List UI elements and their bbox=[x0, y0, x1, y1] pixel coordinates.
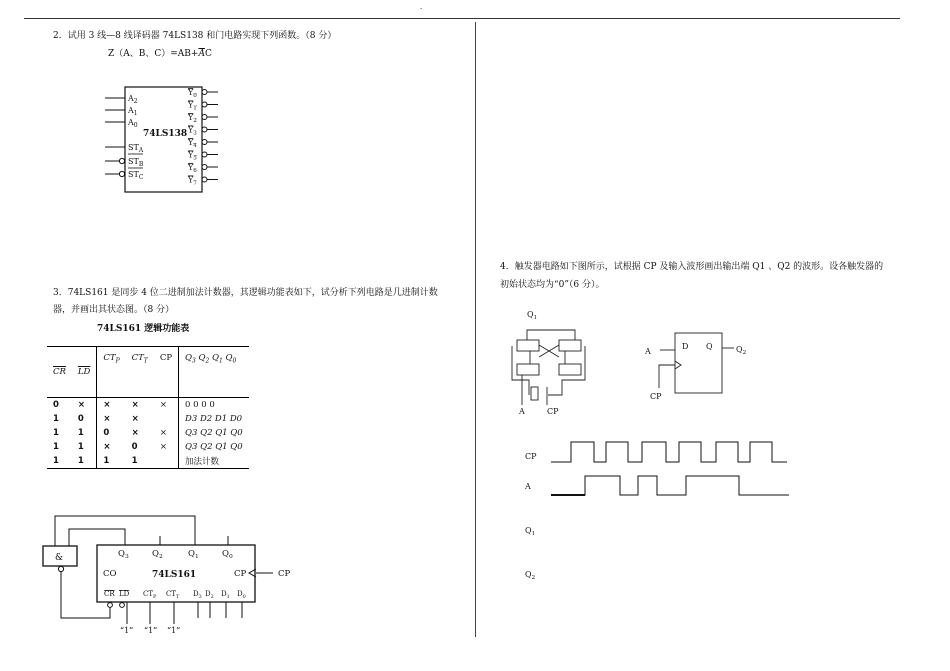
pin-a1: $A_1$ bbox=[128, 106, 138, 117]
dff-q-label: Q bbox=[706, 342, 713, 351]
counter-pin-cr: CR bbox=[104, 590, 115, 598]
table-cell: Q3 Q2 Q1 Q0 bbox=[179, 426, 249, 440]
decoder-output-y6: $Y_6$ bbox=[188, 163, 197, 174]
question-3-line1: 3．74LS161 是同步 4 位二进制加法计数器，其逻辑功能表如下，试分析下列电路是几进制计数 bbox=[53, 288, 438, 298]
question-4-line1: 4．触发器电路如下图所示，试根据 CP 及输入波形画出输出端 Q1 、Q2 的波形。设各触发器的 bbox=[500, 262, 884, 272]
counter-output-q3: $Q_3$ bbox=[118, 549, 129, 560]
table-cell: × bbox=[159, 442, 167, 452]
formula-prefix: Z（A、B、C）=AB+ bbox=[108, 49, 199, 59]
header-ctp: $CT_P$ bbox=[97, 347, 126, 398]
counter-pin-ctp: $CT_P$ bbox=[143, 590, 157, 600]
table-cell: 0 bbox=[77, 414, 84, 424]
table-cell: 加法计数 bbox=[179, 454, 249, 469]
and-gate-label: & bbox=[55, 553, 64, 563]
table-cell: 1 bbox=[97, 454, 126, 469]
decoder-output-y2: $Y_2$ bbox=[188, 113, 197, 124]
question-3-line2: 器，并画出其状态图。（8 分） bbox=[53, 305, 175, 315]
pin-sta: $ST_A$ bbox=[128, 143, 144, 154]
pin-stb: $ST_B$ bbox=[128, 157, 144, 168]
table-cell: × bbox=[159, 400, 167, 410]
table-cell: 0 bbox=[131, 442, 138, 452]
counter-pin-d3: $D_3$ bbox=[193, 590, 202, 600]
wave-label-cp: CP bbox=[525, 452, 537, 461]
wave-label-a: A bbox=[525, 482, 531, 491]
pin-a0: $A_0$ bbox=[128, 118, 138, 129]
dff-q2-label: $Q_2$ bbox=[736, 345, 747, 356]
decoder-output-y3: $Y_3$ bbox=[188, 125, 197, 137]
constant-input: “1” bbox=[144, 626, 158, 635]
counter-output-q2: $Q_2$ bbox=[152, 549, 163, 560]
dff-a-label: A bbox=[645, 347, 651, 356]
table-cell: × bbox=[131, 428, 139, 438]
constant-input: “1” bbox=[120, 626, 134, 635]
counter-output-q1: $Q_1$ bbox=[188, 549, 199, 560]
counter-pin-d0: $D_0$ bbox=[237, 590, 246, 600]
table-cell: × bbox=[97, 440, 126, 454]
header-ld: $\overline{LD}$ bbox=[77, 367, 91, 377]
decoder-chip-name: 74LS138 bbox=[143, 129, 188, 139]
constant-input: “1” bbox=[167, 626, 181, 635]
table-cell: × bbox=[131, 414, 139, 424]
co-label: CO bbox=[103, 569, 117, 579]
question-4-line2: 初始状态均为“0”（6 分）。 bbox=[500, 280, 605, 290]
table-cell: × bbox=[131, 400, 139, 410]
table-cell: 0 0 0 0 bbox=[179, 398, 249, 413]
decoder-output-y0: $Y_0$ bbox=[188, 88, 197, 99]
table-cell: × bbox=[77, 400, 86, 410]
decoder-output-y1: $Y_1$ bbox=[188, 100, 197, 112]
cp-waveform bbox=[551, 442, 787, 462]
table-cell: 0 bbox=[53, 400, 59, 410]
counter-cp-label: CP bbox=[234, 569, 247, 579]
counter-pin-d2: $D_2$ bbox=[205, 590, 214, 600]
table-cell: 1 bbox=[53, 442, 59, 452]
header-cr: $\overline{CR}$ bbox=[53, 367, 66, 377]
table-cell: 0 bbox=[97, 426, 126, 440]
table-cell: × bbox=[159, 428, 167, 438]
formula-bar-term: $\overline{A}$ bbox=[198, 49, 205, 59]
wave-label-q1: $Q_1$ bbox=[525, 526, 536, 537]
decoder-output-y5: $Y_5$ bbox=[188, 150, 197, 162]
page-dot: . bbox=[420, 3, 423, 11]
table-cell: 1 bbox=[131, 456, 138, 466]
pin-a2: $A_2$ bbox=[128, 94, 138, 105]
table-cell: 1 bbox=[77, 456, 84, 466]
latch-q-text: $Q_1$ bbox=[527, 310, 538, 321]
table-cell: × bbox=[97, 398, 126, 413]
header-q: $Q_3$ $Q_2$ $Q_1$ $Q_0$ bbox=[179, 347, 249, 398]
counter-chip-name: 74LS161 bbox=[152, 570, 197, 580]
pin-stc: $ST_C$ bbox=[128, 170, 144, 181]
table-cell: 1 bbox=[53, 456, 59, 466]
table-cell: 1 bbox=[53, 428, 59, 438]
wave-label-q2: $Q_2$ bbox=[525, 570, 536, 581]
table-title: 74LS161 逻辑功能表 bbox=[97, 324, 190, 334]
counter-cp-external: CP bbox=[278, 569, 291, 579]
counter-output-q0: $Q_0$ bbox=[222, 549, 233, 560]
decoder-output-y4: $Y_4$ bbox=[188, 138, 197, 149]
header-ctt: $CT_T$ bbox=[131, 353, 148, 365]
decoder-output-y7: $Y_7$ bbox=[188, 175, 197, 187]
latch-a-label: A bbox=[519, 407, 525, 416]
dff-d-label: D bbox=[682, 342, 689, 351]
dff-cp-label: CP bbox=[650, 392, 662, 401]
table-cell: × bbox=[97, 412, 126, 426]
table-cell: 1 bbox=[77, 442, 84, 452]
question-2-title: 2．试用 3 线—8 线译码器 74LS138 和门电路实现下列函数。（8 分） bbox=[53, 31, 337, 41]
latch-cp-label: CP bbox=[547, 407, 559, 416]
table-cell: Q3 Q2 Q1 Q0 bbox=[179, 440, 249, 454]
header-cp: CP bbox=[159, 353, 173, 363]
table-cell: 1 bbox=[53, 414, 59, 424]
counter-pin-d1: $D_1$ bbox=[221, 590, 230, 600]
a-waveform bbox=[551, 476, 789, 495]
table-cell: 1 bbox=[77, 428, 84, 438]
formula-suffix: C bbox=[204, 49, 212, 59]
counter-pin-ctt: $CT_T$ bbox=[166, 590, 180, 600]
table-cell: D3 D2 D1 D0 bbox=[179, 412, 249, 426]
counter-pin-ld: LD bbox=[119, 590, 130, 598]
